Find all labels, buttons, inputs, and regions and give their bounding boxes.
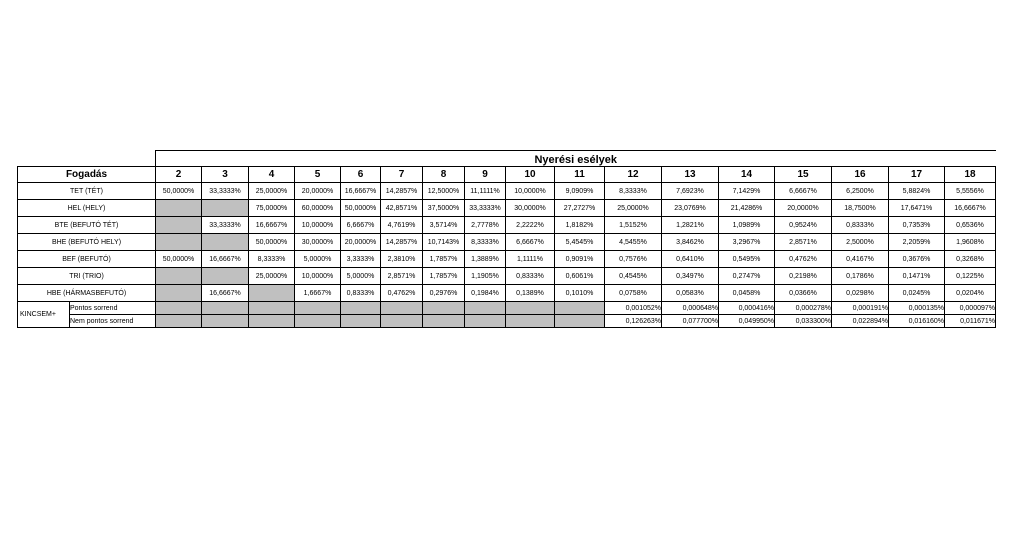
odds-cell: 0,8333% xyxy=(341,285,381,302)
odds-cell: 5,0000% xyxy=(341,268,381,285)
odds-cell xyxy=(249,302,295,315)
odds-cell: 50,0000% xyxy=(249,234,295,251)
odds-cell: 0,3497% xyxy=(662,268,719,285)
odds-cell: 0,000191% xyxy=(832,302,889,315)
odds-cell: 0,016160% xyxy=(889,315,945,328)
odds-cell: 0,0583% xyxy=(662,285,719,302)
odds-cell: 0,9524% xyxy=(775,217,832,234)
odds-cell: 18,7500% xyxy=(832,200,889,217)
row-label: BTE (BEFUTÓ TÉT) xyxy=(18,217,156,234)
odds-cell: 60,0000% xyxy=(295,200,341,217)
odds-cell: 16,6667% xyxy=(341,183,381,200)
odds-cell: 3,8462% xyxy=(662,234,719,251)
odds-cell: 10,7143% xyxy=(423,234,465,251)
table-row xyxy=(18,234,996,251)
odds-cell xyxy=(295,302,341,315)
odds-cell: 6,2500% xyxy=(832,183,889,200)
odds-cell: 8,3333% xyxy=(249,251,295,268)
odds-cell: 7,1429% xyxy=(719,183,775,200)
odds-cell: 0,6536% xyxy=(945,217,996,234)
odds-cell xyxy=(202,234,249,251)
odds-cell: 0,0245% xyxy=(889,285,945,302)
odds-cell: 0,8333% xyxy=(832,217,889,234)
odds-cell: 1,5152% xyxy=(605,217,662,234)
odds-cell: 10,0000% xyxy=(506,183,555,200)
odds-cell: 0,0298% xyxy=(832,285,889,302)
column-header: 3 xyxy=(202,167,249,183)
odds-cell: 0,000416% xyxy=(719,302,775,315)
odds-cell: 33,3333% xyxy=(202,217,249,234)
odds-cell xyxy=(202,268,249,285)
odds-cell: 1,7857% xyxy=(423,251,465,268)
odds-cell: 0,011671% xyxy=(945,315,996,328)
odds-cell: 2,8571% xyxy=(381,268,423,285)
row-label: BHE (BEFUTÓ HELY) xyxy=(18,234,156,251)
odds-cell: 0,5495% xyxy=(719,251,775,268)
odds-cell: 0,0758% xyxy=(605,285,662,302)
odds-cell: 21,4286% xyxy=(719,200,775,217)
kincsem-label: KINCSEM+ xyxy=(18,302,70,328)
odds-cell: 2,3810% xyxy=(381,251,423,268)
odds-cell: 0,7353% xyxy=(889,217,945,234)
odds-cell: 25,0000% xyxy=(605,200,662,217)
odds-cell: 0,1389% xyxy=(506,285,555,302)
odds-cell: 0,000097% xyxy=(945,302,996,315)
odds-cell: 20,0000% xyxy=(775,200,832,217)
odds-cell: 0,022894% xyxy=(832,315,889,328)
odds-cell xyxy=(341,302,381,315)
odds-cell: 20,0000% xyxy=(295,183,341,200)
table-row xyxy=(18,315,996,328)
odds-cell xyxy=(423,302,465,315)
odds-cell: 0,000648% xyxy=(662,302,719,315)
odds-cell: 1,6667% xyxy=(295,285,341,302)
odds-cell: 0,3676% xyxy=(889,251,945,268)
column-header: 18 xyxy=(945,167,996,183)
odds-cell xyxy=(156,200,202,217)
row-label: HEL (HELY) xyxy=(18,200,156,217)
table-row xyxy=(18,200,996,217)
odds-cell: 10,0000% xyxy=(295,217,341,234)
odds-cell xyxy=(423,315,465,328)
odds-cell: 0,2747% xyxy=(719,268,775,285)
odds-cell: 50,0000% xyxy=(341,200,381,217)
odds-cell: 17,6471% xyxy=(889,200,945,217)
odds-cell xyxy=(506,315,555,328)
odds-cell: 75,0000% xyxy=(249,200,295,217)
odds-cell: 0,000278% xyxy=(775,302,832,315)
odds-cell: 50,0000% xyxy=(156,251,202,268)
odds-cell: 1,1111% xyxy=(506,251,555,268)
odds-cell: 6,6667% xyxy=(341,217,381,234)
odds-cell xyxy=(295,315,341,328)
odds-cell: 0,4545% xyxy=(605,268,662,285)
row-label: TET (TÉT) xyxy=(18,183,156,200)
odds-cell: 9,0909% xyxy=(555,183,605,200)
odds-cell: 37,5000% xyxy=(423,200,465,217)
odds-cell: 33,3333% xyxy=(465,200,506,217)
odds-cell: 0,7576% xyxy=(605,251,662,268)
odds-cell: 5,5556% xyxy=(945,183,996,200)
row-label: Nem pontos sorrend xyxy=(70,315,156,328)
column-header: 5 xyxy=(295,167,341,183)
odds-cell: 1,7857% xyxy=(423,268,465,285)
odds-cell: 23,0769% xyxy=(662,200,719,217)
column-header: 9 xyxy=(465,167,506,183)
odds-cell: 0,033300% xyxy=(775,315,832,328)
column-header: 6 xyxy=(341,167,381,183)
odds-cell: 5,0000% xyxy=(295,251,341,268)
row-label: BEF (BEFUTÓ) xyxy=(18,251,156,268)
odds-cell: 1,3889% xyxy=(465,251,506,268)
bet-type-header: Fogadás xyxy=(18,167,156,183)
odds-cell xyxy=(465,315,506,328)
odds-cell xyxy=(202,200,249,217)
odds-cell xyxy=(555,315,605,328)
odds-cell: 3,3333% xyxy=(341,251,381,268)
odds-cell: 0,0458% xyxy=(719,285,775,302)
odds-cell: 0,0366% xyxy=(775,285,832,302)
odds-cell: 0,2198% xyxy=(775,268,832,285)
odds-cell xyxy=(156,234,202,251)
table-row xyxy=(18,183,996,200)
odds-cell: 0,1984% xyxy=(465,285,506,302)
odds-cell: 3,5714% xyxy=(423,217,465,234)
odds-cell: 1,9608% xyxy=(945,234,996,251)
odds-cell xyxy=(156,268,202,285)
odds-cell: 0,077700% xyxy=(662,315,719,328)
odds-cell xyxy=(249,315,295,328)
odds-cell: 50,0000% xyxy=(156,183,202,200)
column-header: 10 xyxy=(506,167,555,183)
odds-cell: 1,1905% xyxy=(465,268,506,285)
table-row xyxy=(18,251,996,268)
odds-cell xyxy=(341,315,381,328)
odds-cell: 5,4545% xyxy=(555,234,605,251)
row-label: TRI (TRIO) xyxy=(18,268,156,285)
odds-cell: 6,6667% xyxy=(775,183,832,200)
odds-cell: 0,049950% xyxy=(719,315,775,328)
odds-cell xyxy=(202,315,249,328)
odds-cell: 0,6410% xyxy=(662,251,719,268)
odds-cell: 42,8571% xyxy=(381,200,423,217)
column-header: 8 xyxy=(423,167,465,183)
odds-cell: 2,5000% xyxy=(832,234,889,251)
odds-cell: 14,2857% xyxy=(381,234,423,251)
odds-cell: 4,5455% xyxy=(605,234,662,251)
odds-cell: 16,6667% xyxy=(249,217,295,234)
odds-cell: 0,001052% xyxy=(605,302,662,315)
odds-cell: 30,0000% xyxy=(295,234,341,251)
odds-cell: 0,4167% xyxy=(832,251,889,268)
odds-cell: 8,3333% xyxy=(465,234,506,251)
odds-table xyxy=(17,150,996,328)
table-row xyxy=(18,302,996,315)
odds-cell xyxy=(465,302,506,315)
odds-cell: 10,0000% xyxy=(295,268,341,285)
column-header: 4 xyxy=(249,167,295,183)
odds-cell: 2,2059% xyxy=(889,234,945,251)
odds-cell: 7,6923% xyxy=(662,183,719,200)
odds-cell: 16,6667% xyxy=(202,251,249,268)
odds-cell: 6,6667% xyxy=(506,234,555,251)
odds-cell: 16,6667% xyxy=(202,285,249,302)
odds-cell xyxy=(202,302,249,315)
odds-cell: 12,5000% xyxy=(423,183,465,200)
odds-cell: 2,2222% xyxy=(506,217,555,234)
column-header: 12 xyxy=(605,167,662,183)
odds-cell: 0,1786% xyxy=(832,268,889,285)
odds-cell xyxy=(156,285,202,302)
odds-cell: 2,8571% xyxy=(775,234,832,251)
odds-cell: 0,000135% xyxy=(889,302,945,315)
odds-cell: 8,3333% xyxy=(605,183,662,200)
odds-cell: 1,0989% xyxy=(719,217,775,234)
odds-cell: 25,0000% xyxy=(249,268,295,285)
odds-cell: 0,0204% xyxy=(945,285,996,302)
odds-cell: 3,2967% xyxy=(719,234,775,251)
row-label: Pontos sorrend xyxy=(70,302,156,315)
odds-cell: 0,4762% xyxy=(381,285,423,302)
odds-cell: 0,1471% xyxy=(889,268,945,285)
odds-cell: 5,8824% xyxy=(889,183,945,200)
odds-cell: 14,2857% xyxy=(381,183,423,200)
table-row xyxy=(18,285,996,302)
odds-cell: 25,0000% xyxy=(249,183,295,200)
odds-cell: 30,0000% xyxy=(506,200,555,217)
column-header: 13 xyxy=(662,167,719,183)
odds-cell xyxy=(506,302,555,315)
table-row xyxy=(18,268,996,285)
odds-cell: 0,8333% xyxy=(506,268,555,285)
column-header: 2 xyxy=(156,167,202,183)
odds-cell: 20,0000% xyxy=(341,234,381,251)
odds-cell: 33,3333% xyxy=(202,183,249,200)
odds-cell xyxy=(381,302,423,315)
odds-cell: 4,7619% xyxy=(381,217,423,234)
odds-cell xyxy=(555,302,605,315)
odds-cell: 0,6061% xyxy=(555,268,605,285)
odds-cell: 27,2727% xyxy=(555,200,605,217)
column-header: 11 xyxy=(555,167,605,183)
odds-cell xyxy=(381,315,423,328)
row-label: HBE (HÁRMASBEFUTÓ) xyxy=(18,285,156,302)
odds-cell xyxy=(156,302,202,315)
column-header: 16 xyxy=(832,167,889,183)
odds-cell: 2,7778% xyxy=(465,217,506,234)
odds-cell: 16,6667% xyxy=(945,200,996,217)
odds-cell: 0,2976% xyxy=(423,285,465,302)
column-header: 17 xyxy=(889,167,945,183)
column-header: 14 xyxy=(719,167,775,183)
odds-cell xyxy=(156,315,202,328)
column-header: 15 xyxy=(775,167,832,183)
odds-cell: 11,1111% xyxy=(465,183,506,200)
odds-cell: 0,4762% xyxy=(775,251,832,268)
column-header: 7 xyxy=(381,167,423,183)
table-row xyxy=(18,217,996,234)
odds-cell: 0,1225% xyxy=(945,268,996,285)
odds-cell: 0,1010% xyxy=(555,285,605,302)
table-title: Nyerési esélyek xyxy=(156,151,996,167)
odds-cell xyxy=(249,285,295,302)
odds-cell: 1,2821% xyxy=(662,217,719,234)
odds-cell: 0,3268% xyxy=(945,251,996,268)
odds-cell: 0,126263% xyxy=(605,315,662,328)
odds-cell: 0,9091% xyxy=(555,251,605,268)
odds-cell: 1,8182% xyxy=(555,217,605,234)
odds-cell xyxy=(156,217,202,234)
